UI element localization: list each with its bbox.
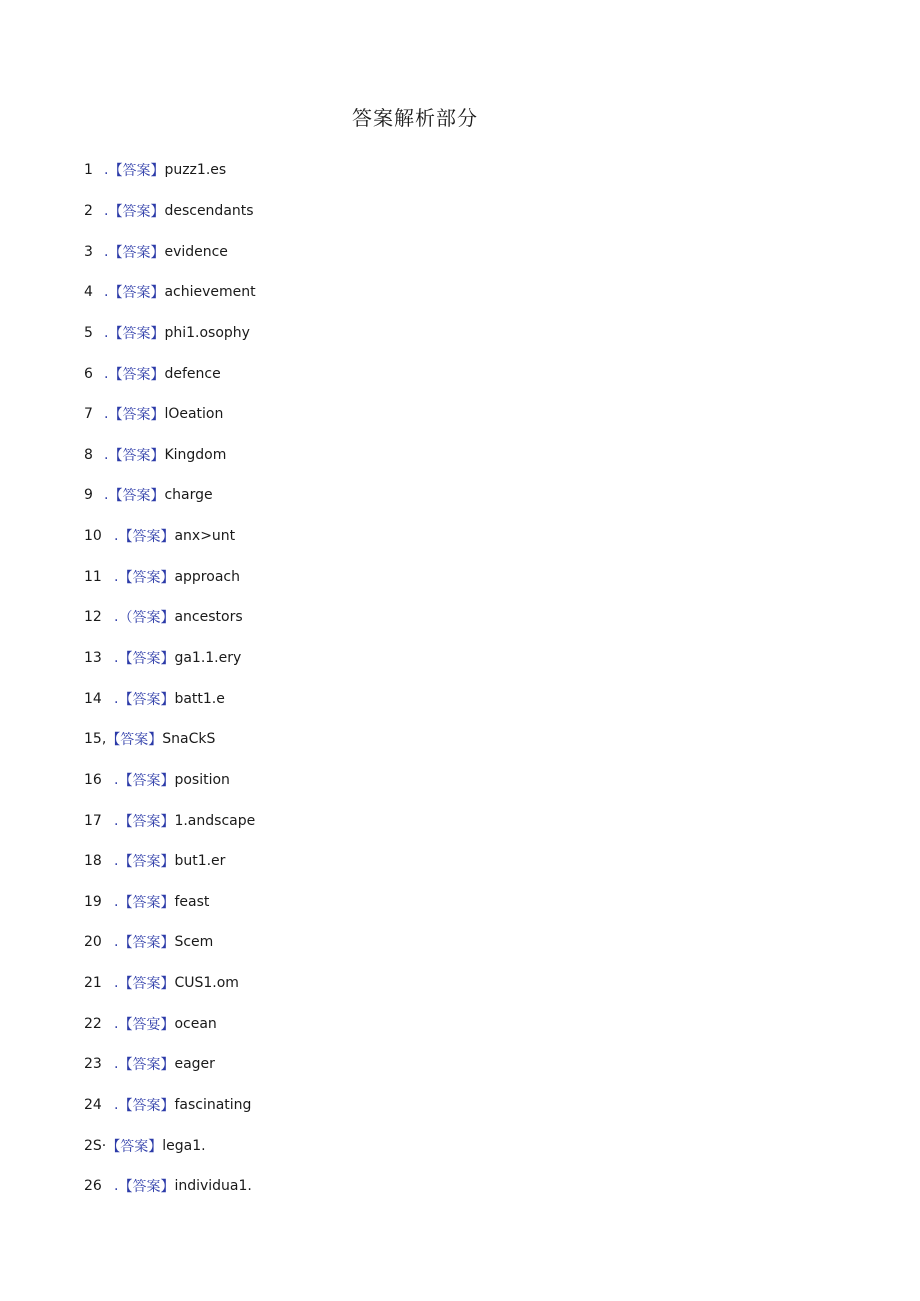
list-item xyxy=(84,800,256,841)
list-item xyxy=(84,394,256,435)
answer-tag: 【答案】 xyxy=(106,732,163,749)
answer-tag: 【答案】 xyxy=(118,894,175,911)
answer-text: but1.er xyxy=(174,853,226,870)
item-separator: . xyxy=(114,1056,119,1073)
answer-tag: 【答案】 xyxy=(108,447,165,464)
answer-text: feast xyxy=(174,893,210,910)
item-number: 19 xyxy=(84,893,102,910)
list-item xyxy=(84,760,256,801)
page-title: 答案解析部分 xyxy=(352,106,478,130)
answer-text: eager xyxy=(174,1056,215,1073)
item-separator: . xyxy=(104,487,109,504)
item-separator: . xyxy=(114,893,119,910)
list-item xyxy=(84,719,256,760)
item-separator: . xyxy=(104,406,109,423)
item-number: 18 xyxy=(84,853,102,870)
answer-text: lOeation xyxy=(164,406,224,423)
list-item xyxy=(84,1003,256,1044)
answer-list xyxy=(84,150,256,1207)
item-number: 1 xyxy=(84,162,93,179)
list-item xyxy=(84,231,256,272)
answer-tag: 【答案】 xyxy=(118,813,175,830)
answer-text: defence xyxy=(164,365,221,382)
answer-text: ga1.1.ery xyxy=(174,650,242,666)
answer-tag: 【答案】 xyxy=(118,1098,175,1115)
list-item xyxy=(84,191,256,232)
answer-text: anx>unt xyxy=(174,528,236,545)
list-item xyxy=(84,313,256,354)
answer-tag: 【答案】 xyxy=(118,651,175,667)
item-separator: . xyxy=(114,568,119,585)
item-number: 23 xyxy=(84,1056,102,1073)
list-item xyxy=(84,882,256,923)
item-separator: . xyxy=(114,1178,119,1195)
item-separator: . xyxy=(114,528,119,545)
answer-tag: 【答案】 xyxy=(118,529,175,546)
answer-text: phi1.osophy xyxy=(164,324,250,341)
item-number: 7 xyxy=(84,406,93,423)
answer-tag: 【答案】 xyxy=(108,325,165,342)
item-number: 12 xyxy=(84,609,102,626)
answer-tag: 【答案】 xyxy=(118,854,175,871)
item-separator: . xyxy=(114,1097,119,1114)
answer-tag: 【答案】 xyxy=(108,366,165,383)
item-separator: . xyxy=(104,365,109,382)
answer-text: puzz1.es xyxy=(164,162,227,179)
answer-text: individua1. xyxy=(174,1178,252,1195)
list-item xyxy=(84,272,256,313)
item-separator: . xyxy=(114,934,119,951)
answer-text: batt1.e xyxy=(174,690,225,707)
item-separator: . xyxy=(104,162,109,179)
answer-tag: 【答案】 xyxy=(118,569,175,586)
answer-tag: 【答案】 xyxy=(118,1179,175,1196)
item-separator: . xyxy=(104,324,109,341)
answer-text: approach xyxy=(174,568,240,585)
list-item xyxy=(84,353,256,394)
item-separator: . xyxy=(114,609,119,626)
list-item xyxy=(84,841,256,882)
answer-text: ocean xyxy=(174,1015,217,1032)
answer-text: evidence xyxy=(164,243,228,260)
item-number: 8 xyxy=(84,446,93,463)
item-number: 4 xyxy=(84,284,93,301)
item-number: 14 xyxy=(84,690,102,707)
answer-text: ancestors xyxy=(174,609,243,626)
answer-tag: 【答案】 xyxy=(118,691,175,708)
answer-text: CUS1.om xyxy=(174,975,239,992)
item-number: 5 xyxy=(84,324,93,341)
item-number: 15, xyxy=(84,731,107,748)
answer-text: achievement xyxy=(164,284,256,301)
item-number: 20 xyxy=(84,934,102,951)
item-number: 2 xyxy=(84,202,93,219)
answer-text: SnaCkS xyxy=(162,731,216,748)
answer-tag: 【答案】 xyxy=(108,203,165,220)
item-number: 2S· xyxy=(84,1137,107,1154)
list-item xyxy=(84,1085,256,1126)
answer-text: Kingdom xyxy=(164,446,227,463)
list-item xyxy=(84,434,256,475)
list-item xyxy=(84,1166,256,1207)
item-number: 17 xyxy=(84,812,102,829)
list-item xyxy=(84,1044,256,1085)
item-number: 24 xyxy=(84,1097,102,1114)
answer-text: charge xyxy=(164,487,213,504)
item-separator: . xyxy=(104,243,109,260)
list-item xyxy=(84,1125,256,1166)
list-item xyxy=(84,516,256,557)
answer-text: position xyxy=(174,771,230,788)
item-separator: . xyxy=(114,650,119,666)
answer-tag: （答案】 xyxy=(118,610,175,627)
list-item xyxy=(84,638,256,679)
answer-tag: 【答案】 xyxy=(108,163,165,180)
item-number: 16 xyxy=(84,771,102,788)
item-separator: . xyxy=(114,771,119,788)
list-item xyxy=(84,678,256,719)
item-separator: . xyxy=(114,1015,119,1032)
answer-tag: 【答案】 xyxy=(118,772,175,789)
item-number: 9 xyxy=(84,487,93,504)
list-item xyxy=(84,556,256,597)
item-number: 3 xyxy=(84,243,93,260)
item-separator: . xyxy=(104,446,109,463)
item-separator: . xyxy=(114,853,119,870)
answer-text: fascinating xyxy=(174,1097,252,1114)
list-item xyxy=(84,150,256,191)
item-number: 13 xyxy=(84,650,102,666)
answer-tag: 【答宴】 xyxy=(118,1016,175,1033)
item-number: 26 xyxy=(84,1178,102,1195)
item-separator: . xyxy=(114,690,119,707)
answer-tag: 【答案】 xyxy=(118,1057,175,1074)
list-item xyxy=(84,963,256,1004)
item-separator: . xyxy=(104,284,109,301)
item-number: 22 xyxy=(84,1015,102,1032)
answer-text: descendants xyxy=(164,202,254,219)
item-number: 6 xyxy=(84,365,93,382)
list-item xyxy=(84,597,256,638)
item-number: 11 xyxy=(84,568,102,585)
answer-tag: 【答案】 xyxy=(108,407,165,424)
item-separator: . xyxy=(104,202,109,219)
answer-tag: 【答案】 xyxy=(118,976,175,993)
answer-tag: 【答案】 xyxy=(108,244,165,261)
answer-text: Scem xyxy=(174,934,214,951)
item-separator: . xyxy=(114,975,119,992)
item-number: 10 xyxy=(84,528,102,545)
item-number: 21 xyxy=(84,975,102,992)
answer-tag: 【答案】 xyxy=(108,488,165,505)
answer-text: 1.andscape xyxy=(174,812,256,829)
list-item xyxy=(84,475,256,516)
answer-tag: 【答案】 xyxy=(108,285,165,302)
answer-tag: 【答案】 xyxy=(118,935,175,952)
list-item xyxy=(84,922,256,963)
item-separator: . xyxy=(114,812,119,829)
answer-text: lega1. xyxy=(162,1137,206,1154)
answer-tag: 【答案】 xyxy=(106,1138,163,1155)
